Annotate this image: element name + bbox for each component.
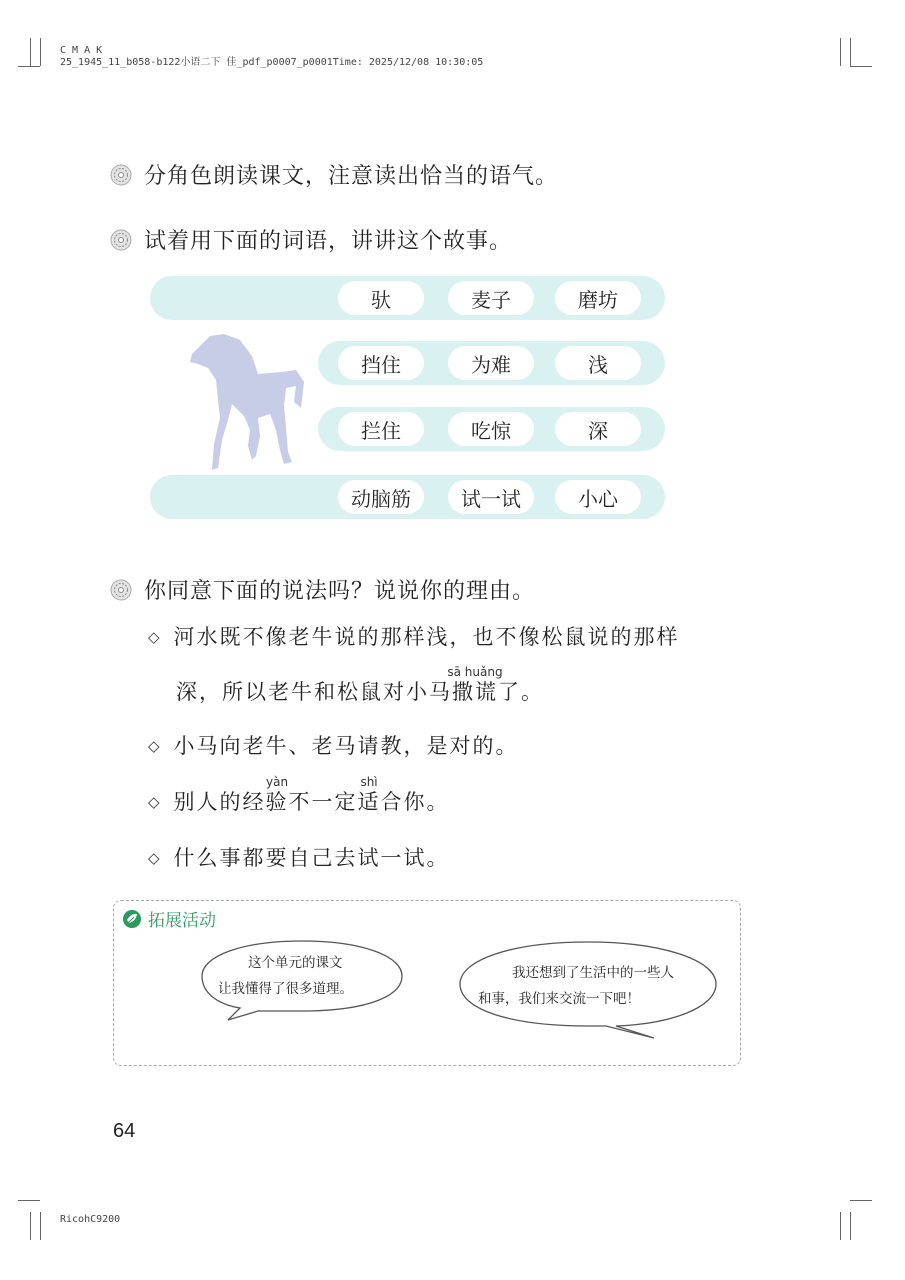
ruby-word	[265, 775, 289, 817]
crop-mark	[30, 1212, 31, 1240]
question-3-text: 你同意下面的说法吗？说说你的理由。	[144, 579, 536, 604]
crop-mark	[850, 66, 872, 67]
word-pill: 拦住	[338, 412, 424, 446]
bullet-1-line1: 河水既不像老牛说的那样浅，也不像松鼠说的那样	[173, 625, 680, 649]
word-pill: 为难	[448, 346, 534, 380]
bullet-3-pre: 别人的经	[173, 790, 266, 814]
bullet-1-line2	[176, 665, 544, 707]
print-footer: RicohC9200	[60, 1214, 121, 1225]
word-pill: 试一试	[448, 480, 534, 514]
pinyin-annotation: shì	[360, 775, 378, 789]
flower-circle-icon	[110, 229, 132, 251]
bullet-3-post: 合你。	[380, 790, 450, 814]
bullet-4-text: 什么事都要自己去试一试。	[173, 846, 450, 870]
horse-illustration	[186, 332, 306, 472]
print-header-line2: 25_1945_11_b058-b122小语二下 佳_pdf_p0007_p0001Time: 2025/12/08 10:30:05	[60, 57, 484, 68]
bullet-item-1-continued	[176, 665, 544, 707]
bubble-2-line2: 和事，我们来交流一下吧！	[478, 991, 640, 1007]
ruby-base: 撒谎	[452, 680, 498, 704]
word-pill: 磨坊	[555, 281, 641, 315]
crop-mark	[850, 38, 851, 66]
page-number: 64	[113, 1120, 136, 1142]
diamond-bullet-icon: ◇	[148, 628, 160, 646]
pinyin-annotation: yàn	[266, 775, 289, 789]
bubble-1-line1: 这个单元的课文	[248, 955, 343, 971]
bullet-1-line2-post: 了。	[498, 680, 544, 704]
word-pill: 浅	[555, 346, 641, 380]
crop-mark	[850, 1212, 851, 1240]
word-pill: 驮	[338, 281, 424, 315]
bubble-1-text	[218, 950, 353, 1002]
bullet-3-mid: 不一定	[288, 790, 358, 814]
print-header-line1: C M A K	[60, 45, 103, 56]
leaf-circle-icon	[122, 909, 142, 929]
crop-mark	[850, 1200, 872, 1201]
bullet-item-3	[148, 775, 450, 817]
diamond-bullet-icon: ◇	[148, 737, 160, 755]
word-pill: 挡住	[338, 346, 424, 380]
ruby-base: 适	[357, 790, 381, 814]
ruby-word	[447, 665, 503, 707]
crop-mark	[40, 38, 41, 66]
question-2-text: 试着用下面的词语，讲讲这个故事。	[144, 229, 513, 254]
crop-mark	[18, 1200, 40, 1201]
word-pill: 麦子	[448, 281, 534, 315]
word-pill: 吃惊	[448, 412, 534, 446]
question-1	[110, 159, 558, 190]
bullet-item-1	[148, 622, 680, 652]
activity-title-text: 拓展活动	[148, 911, 216, 931]
bubble-1-line2: 让我懂得了很多道理。	[218, 981, 353, 997]
bullet-1-line2-pre: 深，所以老牛和松鼠对小马	[176, 680, 452, 704]
crop-mark	[18, 66, 40, 67]
bullet-item-2	[148, 731, 519, 761]
crop-mark	[30, 38, 31, 66]
question-3	[110, 574, 535, 605]
question-1-text: 分角色朗读课文，注意读出恰当的语气。	[144, 164, 559, 189]
word-pill: 深	[555, 412, 641, 446]
crop-mark	[840, 1212, 841, 1240]
ruby-base: 验	[265, 790, 289, 814]
flower-circle-icon	[110, 579, 132, 601]
bullet-3-text	[173, 775, 450, 817]
ruby-word	[357, 775, 381, 817]
crop-mark	[40, 1212, 41, 1240]
flower-circle-icon	[110, 164, 132, 186]
crop-mark	[840, 38, 841, 66]
activity-title	[122, 906, 216, 931]
pinyin-annotation: sā huǎng	[447, 665, 503, 679]
diamond-bullet-icon: ◇	[148, 849, 160, 867]
bullet-2-text: 小马向老牛、老马请教，是对的。	[173, 734, 519, 758]
word-pill: 动脑筋	[338, 480, 424, 514]
bubble-2-line1: 我还想到了生活中的一些人	[512, 965, 674, 981]
bubble-2-text	[478, 960, 674, 1012]
question-2	[110, 224, 512, 255]
bullet-item-4	[148, 843, 450, 873]
word-pill: 小心	[555, 480, 641, 514]
print-header	[60, 45, 483, 69]
diamond-bullet-icon: ◇	[148, 793, 160, 811]
